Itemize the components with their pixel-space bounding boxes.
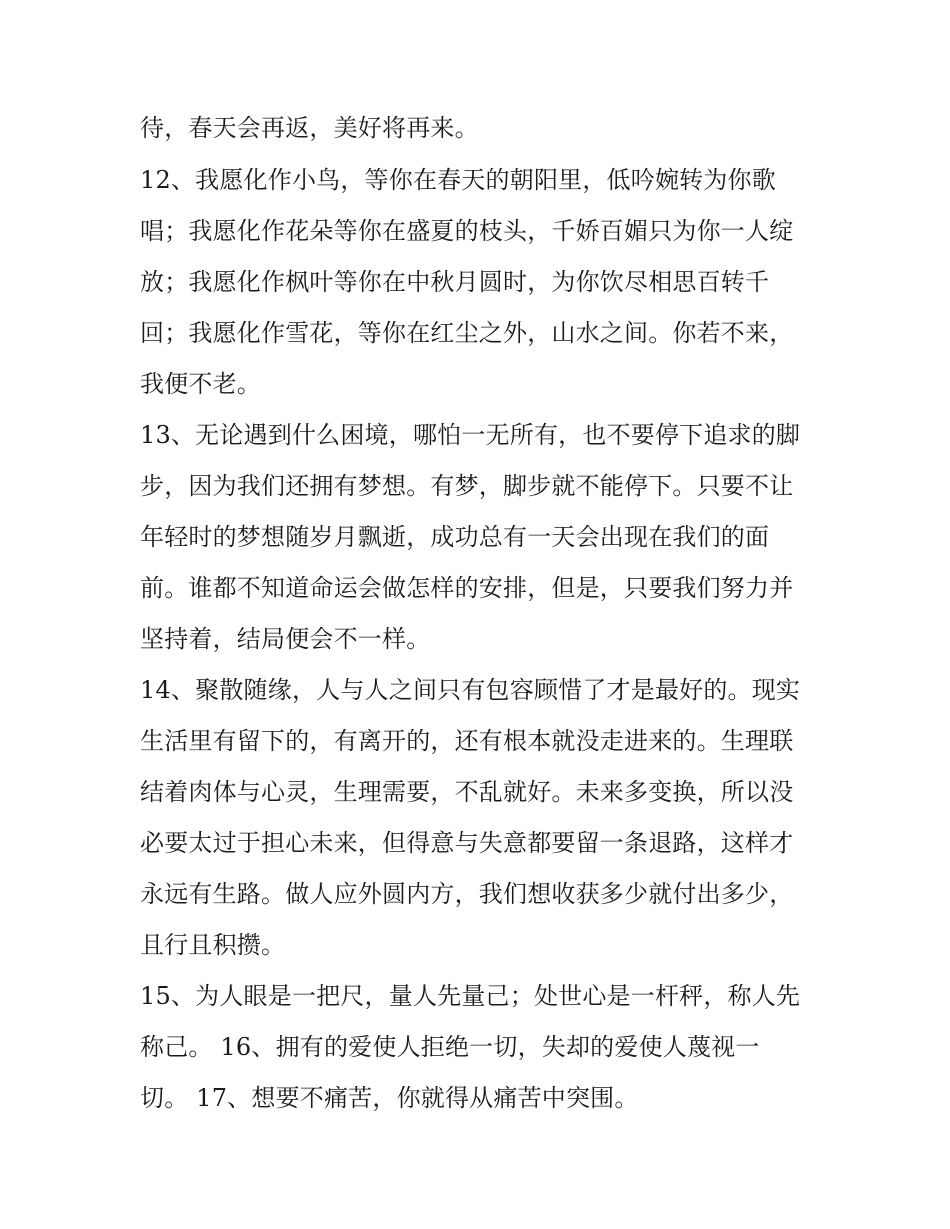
text-line: 放；我愿化作枫叶等你在中秋月圆时，为你饮尽相思百转千 (140, 268, 770, 296)
text-line: 步，因为我们还拥有梦想。有梦，脚步就不能停下。只要不让 (140, 472, 794, 500)
text-line: 14、聚散随缘，人与人之间只有包容顾惜了才是最好的。现实 (140, 676, 801, 704)
text-line: 待，春天会再返，美好将再来。 (140, 114, 479, 142)
text-line: 我便不老。 (140, 370, 261, 398)
text-line: 15、为人眼是一把尺，量人先量己；处世心是一杆秤，称人先 (140, 982, 801, 1010)
text-line: 称己。 16、拥有的爱使人拒绝一切，失却的爱使人蔑视一 (140, 1033, 760, 1061)
text-line: 回；我愿化作雪花，等你在红尘之外，山水之间。你若不来， (140, 319, 794, 347)
text-line: 12、我愿化作小鸟，等你在春天的朝阳里，低吟婉转为你歌 (140, 166, 776, 194)
text-line: 结着肉体与心灵，生理需要，不乱就好。未来多变换，所以没 (140, 778, 794, 806)
text-line: 13、无论遇到什么困境，哪怕一无所有，也不要停下追求的脚 (140, 421, 801, 449)
text-line: 切。 17、想要不痛苦，你就得从痛苦中突围。 (140, 1084, 639, 1112)
text-line: 前。谁都不知道命运会做怎样的安排，但是，只要我们努力并 (140, 574, 794, 602)
text-line: 永远有生路。做人应外圆内方，我们想收获多少就付出多少， (140, 880, 794, 908)
text-line: 且行且积攒。 (140, 931, 286, 959)
text-line: 坚持着，结局便会不一样。 (140, 625, 431, 653)
text-line: 生活里有留下的，有离开的，还有根本就没走进来的。生理联 (140, 727, 794, 755)
text-line: 必要太过于担心未来，但得意与失意都要留一条退路，这样才 (140, 829, 794, 857)
text-line: 唱；我愿化作花朵等你在盛夏的枝头，千娇百媚只为你一人绽 (140, 217, 794, 245)
text-line: 年轻时的梦想随岁月飘逝，成功总有一天会出现在我们的面 (140, 523, 770, 551)
